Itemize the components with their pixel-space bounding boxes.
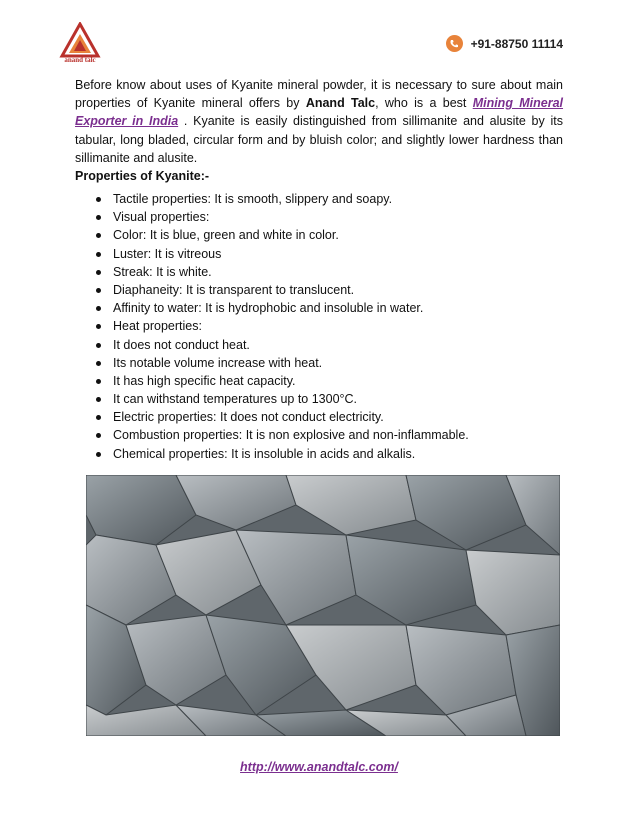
logo-text: anand talc [64,56,96,64]
list-item: Streak: It is white. [75,263,555,281]
list-item: Affinity to water: It is hydrophobic and insoluble in water. [75,299,555,317]
properties-list [75,190,555,463]
company-name: Anand Talc [305,96,376,111]
properties-heading: Properties of Kyanite:- [75,169,210,183]
list-item: Diaphaneity: It is transparent to translucent. [75,281,555,299]
intro-text-3: . Kyanite is easily distinguished from sillimanite and alusite by its tabular, long bladed, circular form and by bluish color; and slightly lower hardness than sillimanite and alusite. [75,114,563,165]
intro-paragraph [75,76,563,167]
list-item: Its notable volume increase with heat. [75,354,555,372]
phone-icon [446,35,463,52]
list-item: Electric properties: It does not conduct electricity. [75,408,555,426]
intro-text-2: , who is a best [375,96,473,111]
list-item: Color: It is blue, green and white in color. [75,226,555,244]
list-item: Tactile properties: It is smooth, slippery and soapy. [75,190,555,208]
phone-contact[interactable] [446,35,563,52]
list-item: It has high specific heat capacity. [75,372,555,390]
intro-text-1: Before know about uses of Kyanite mineral powder, it is necessary to sure about main properties of Kyanite mineral offers by [75,78,563,111]
list-item: It does not conduct heat. [75,336,555,354]
list-item: Chemical properties: It is insoluble in acids and alkalis. [75,445,555,463]
website-link[interactable]: http://www.anandtalc.com/ [240,760,398,774]
kyanite-rocks-photo [86,475,560,736]
exporter-link[interactable]: Mining Mineral Exporter in India [75,96,564,129]
phone-number: +91-88750 11114 [470,36,563,51]
list-item: It can withstand temperatures up to 1300°C. [75,390,555,408]
list-item: Heat properties: [75,317,555,335]
list-item: Combustion properties: It is non explosive and non-inflammable. [75,426,555,444]
list-item: Luster: It is vitreous [75,245,555,263]
list-item: Visual properties: [75,208,555,226]
